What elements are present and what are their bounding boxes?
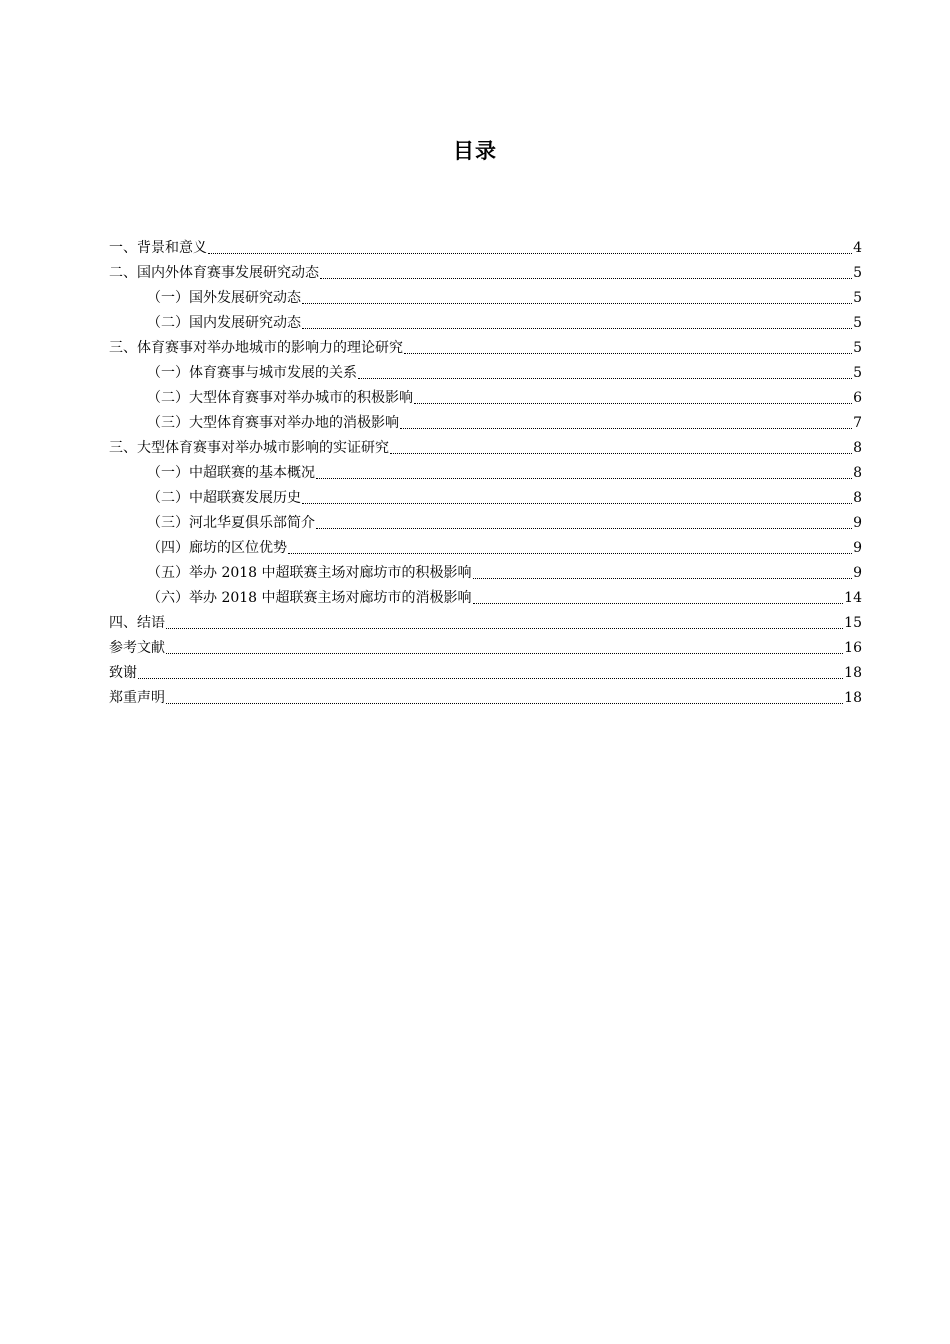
- table-of-contents: [109, 236, 862, 711]
- toc-dot-leader: [138, 678, 843, 679]
- toc-page-number: 5: [853, 340, 862, 356]
- toc-page-number: 8: [853, 490, 862, 506]
- toc-entry-label: 三、大型体育赛事对举办城市影响的实证研究: [109, 440, 389, 456]
- toc-page-number: 9: [853, 540, 862, 556]
- toc-entry[interactable]: [109, 311, 862, 336]
- toc-page-number: 15: [844, 615, 862, 631]
- toc-dot-leader: [316, 528, 852, 529]
- toc-entry-label: （三）河北华夏俱乐部简介: [147, 515, 315, 531]
- toc-page-number: 9: [853, 515, 862, 531]
- toc-page-number: 16: [844, 640, 862, 656]
- toc-entry[interactable]: [109, 561, 862, 586]
- toc-entry-label: （二）国内发展研究动态: [147, 315, 301, 331]
- toc-entry[interactable]: [109, 586, 862, 611]
- toc-dot-leader: [166, 653, 843, 654]
- toc-page-number: 4: [853, 240, 862, 256]
- toc-entry[interactable]: [109, 411, 862, 436]
- toc-entry[interactable]: [109, 236, 862, 261]
- toc-dot-leader: [302, 328, 852, 329]
- toc-entry[interactable]: [109, 486, 862, 511]
- toc-entry-label: （五）举办 2018 中超联赛主场对廊坊市的积极影响: [147, 565, 472, 581]
- toc-entry-label: （三）大型体育赛事对举办地的消极影响: [147, 415, 399, 431]
- toc-title: 目录: [453, 139, 497, 163]
- toc-entry[interactable]: [109, 336, 862, 361]
- toc-entry-label: 二、国内外体育赛事发展研究动态: [109, 265, 319, 281]
- toc-entry-label: 致谢: [109, 665, 137, 681]
- toc-dot-leader: [166, 703, 843, 704]
- toc-entry-label: （二）中超联赛发展历史: [147, 490, 301, 506]
- toc-dot-leader: [316, 478, 852, 479]
- toc-page-number: 5: [853, 265, 862, 281]
- toc-dot-leader: [302, 503, 852, 504]
- toc-entry-label: 四、结语: [109, 615, 165, 631]
- toc-entry[interactable]: [109, 611, 862, 636]
- toc-entry-label: （六）举办 2018 中超联赛主场对廊坊市的消极影响: [147, 590, 472, 606]
- toc-entry-label: 三、体育赛事对举办地城市的影响力的理论研究: [109, 340, 403, 356]
- toc-page-number: 5: [853, 290, 862, 306]
- toc-entry[interactable]: [109, 386, 862, 411]
- toc-entry[interactable]: [109, 361, 862, 386]
- toc-entry-label: 参考文献: [109, 640, 165, 656]
- toc-dot-leader: [390, 453, 852, 454]
- toc-entry-label: （一）体育赛事与城市发展的关系: [147, 365, 357, 381]
- toc-page-number: 5: [853, 365, 862, 381]
- toc-dot-leader: [473, 578, 853, 579]
- toc-page-number: 6: [853, 390, 862, 406]
- toc-entry[interactable]: [109, 436, 862, 461]
- toc-page-number: 18: [844, 665, 862, 681]
- toc-dot-leader: [208, 253, 852, 254]
- toc-entry[interactable]: [109, 636, 862, 661]
- toc-dot-leader: [288, 553, 852, 554]
- toc-page-number: 18: [844, 690, 862, 706]
- toc-dot-leader: [400, 428, 852, 429]
- toc-page-number: 7: [853, 415, 862, 431]
- toc-entry[interactable]: [109, 286, 862, 311]
- toc-entry-label: （二）大型体育赛事对举办城市的积极影响: [147, 390, 413, 406]
- toc-page-number: 14: [844, 590, 862, 606]
- toc-entry[interactable]: [109, 661, 862, 686]
- toc-dot-leader: [414, 403, 852, 404]
- toc-entry-label: （一）国外发展研究动态: [147, 290, 301, 306]
- toc-entry[interactable]: [109, 511, 862, 536]
- toc-entry[interactable]: [109, 536, 862, 561]
- toc-entry-label: 一、背景和意义: [109, 240, 207, 256]
- toc-dot-leader: [473, 603, 844, 604]
- toc-dot-leader: [320, 278, 852, 279]
- toc-page-number: 9: [853, 565, 862, 581]
- toc-entry[interactable]: [109, 686, 862, 711]
- toc-page-number: 8: [853, 440, 862, 456]
- toc-dot-leader: [358, 378, 852, 379]
- toc-dot-leader: [302, 303, 852, 304]
- toc-entry-label: （一）中超联赛的基本概况: [147, 465, 315, 481]
- toc-page-number: 5: [853, 315, 862, 331]
- toc-dot-leader: [404, 353, 852, 354]
- toc-page-number: 8: [853, 465, 862, 481]
- toc-entry[interactable]: [109, 461, 862, 486]
- toc-entry[interactable]: [109, 261, 862, 286]
- toc-entry-label: （四）廊坊的区位优势: [147, 540, 287, 556]
- toc-dot-leader: [166, 628, 843, 629]
- toc-entry-label: 郑重声明: [109, 690, 165, 706]
